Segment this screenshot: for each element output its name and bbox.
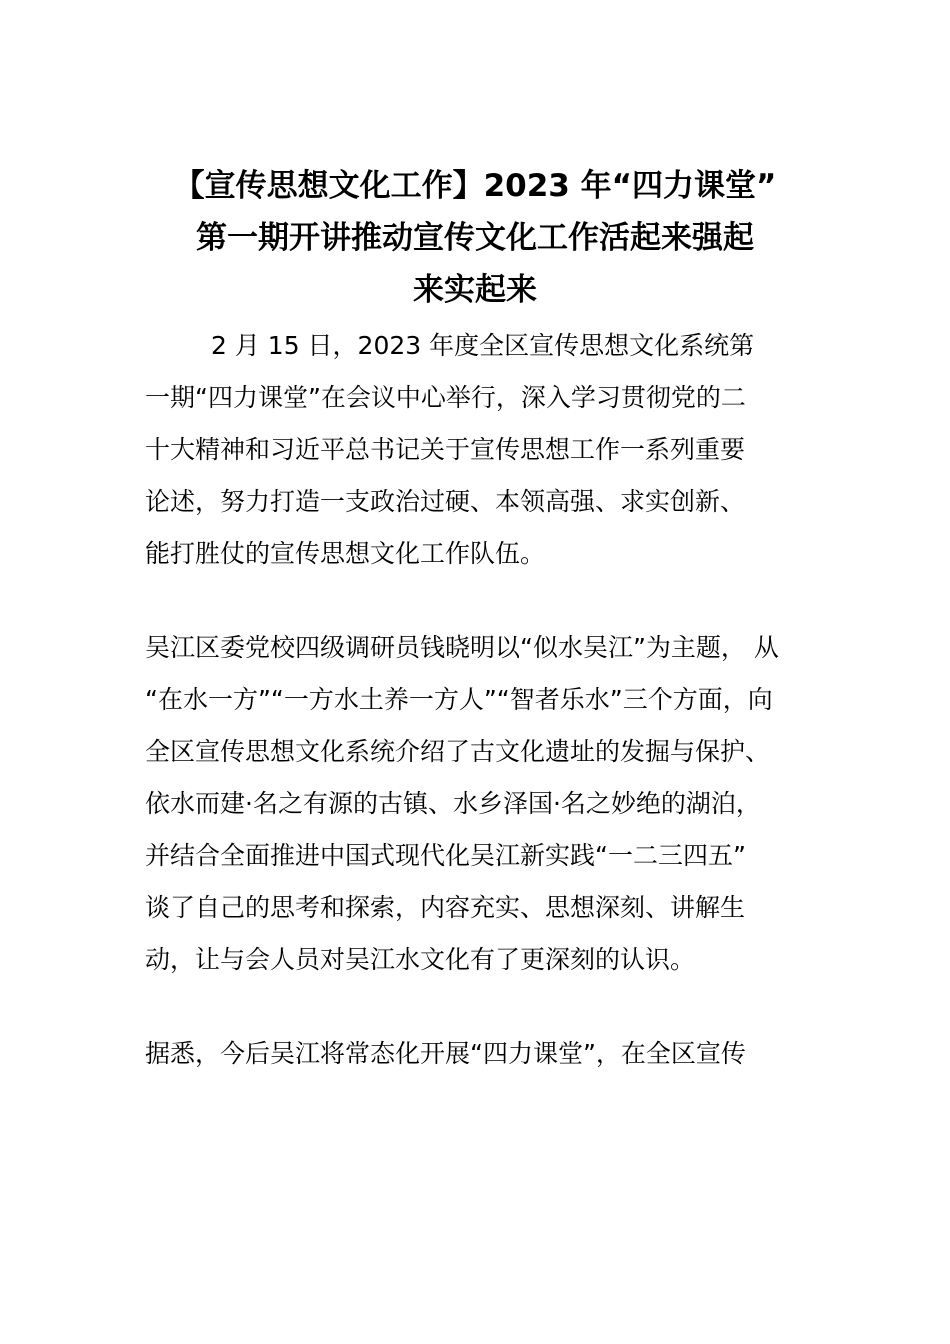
paragraph-future-plan [145,1028,835,1080]
title-line: 【宣传思想文化工作】2023 年“四力课堂” [173,168,777,204]
paragraph-meeting-intro [145,320,835,580]
text-line: 一期“四力课堂”在会议中心举行，深入学习贯彻党的二 [145,383,746,412]
text-line: 2 月 15 日，2023 年度全区宣传思想文化系统第 [211,331,755,360]
text-line: 论述，努力打造一支政治过硬、本领高强、求实创新、 [145,487,746,516]
text-line: 并结合全面推进中国式现代化吴江新实践“一二三四五” [145,841,746,870]
text-line: “在水一方”“一方水土养一方人”“智者乐水”三个方面，向 [145,685,773,714]
title-line: 来实起来 [413,272,537,308]
text-line: 能打胜仗的宣传思想文化工作队伍。 [145,539,546,568]
text-line: 依水而建·名之有源的古镇、水乡泽国·名之妙绝的湖泊， [145,789,761,818]
title-line: 第一期开讲推动宣传文化工作活起来强起 [196,220,754,256]
paragraph-lecture-content [145,622,835,986]
text-line: 十大精神和习近平总书记关于宣传思想工作一系列重要 [145,435,746,464]
document-title [120,160,830,316]
text-line: 动，让与会人员对吴江水文化有了更深刻的认识。 [145,945,696,974]
text-line: 吴江区委党校四级调研员钱晓明以“似水吴江”为主题， 从 [145,633,779,662]
text-line: 据悉，今后吴江将常态化开展“四力课堂”，在全区宣传 [145,1039,746,1068]
text-line: 全区宣传思想文化系统介绍了古文化遗址的发掘与保护、 [145,737,771,766]
text-line: 谈了自己的思考和探索，内容充实、思想深刻、讲解生 [145,893,746,922]
